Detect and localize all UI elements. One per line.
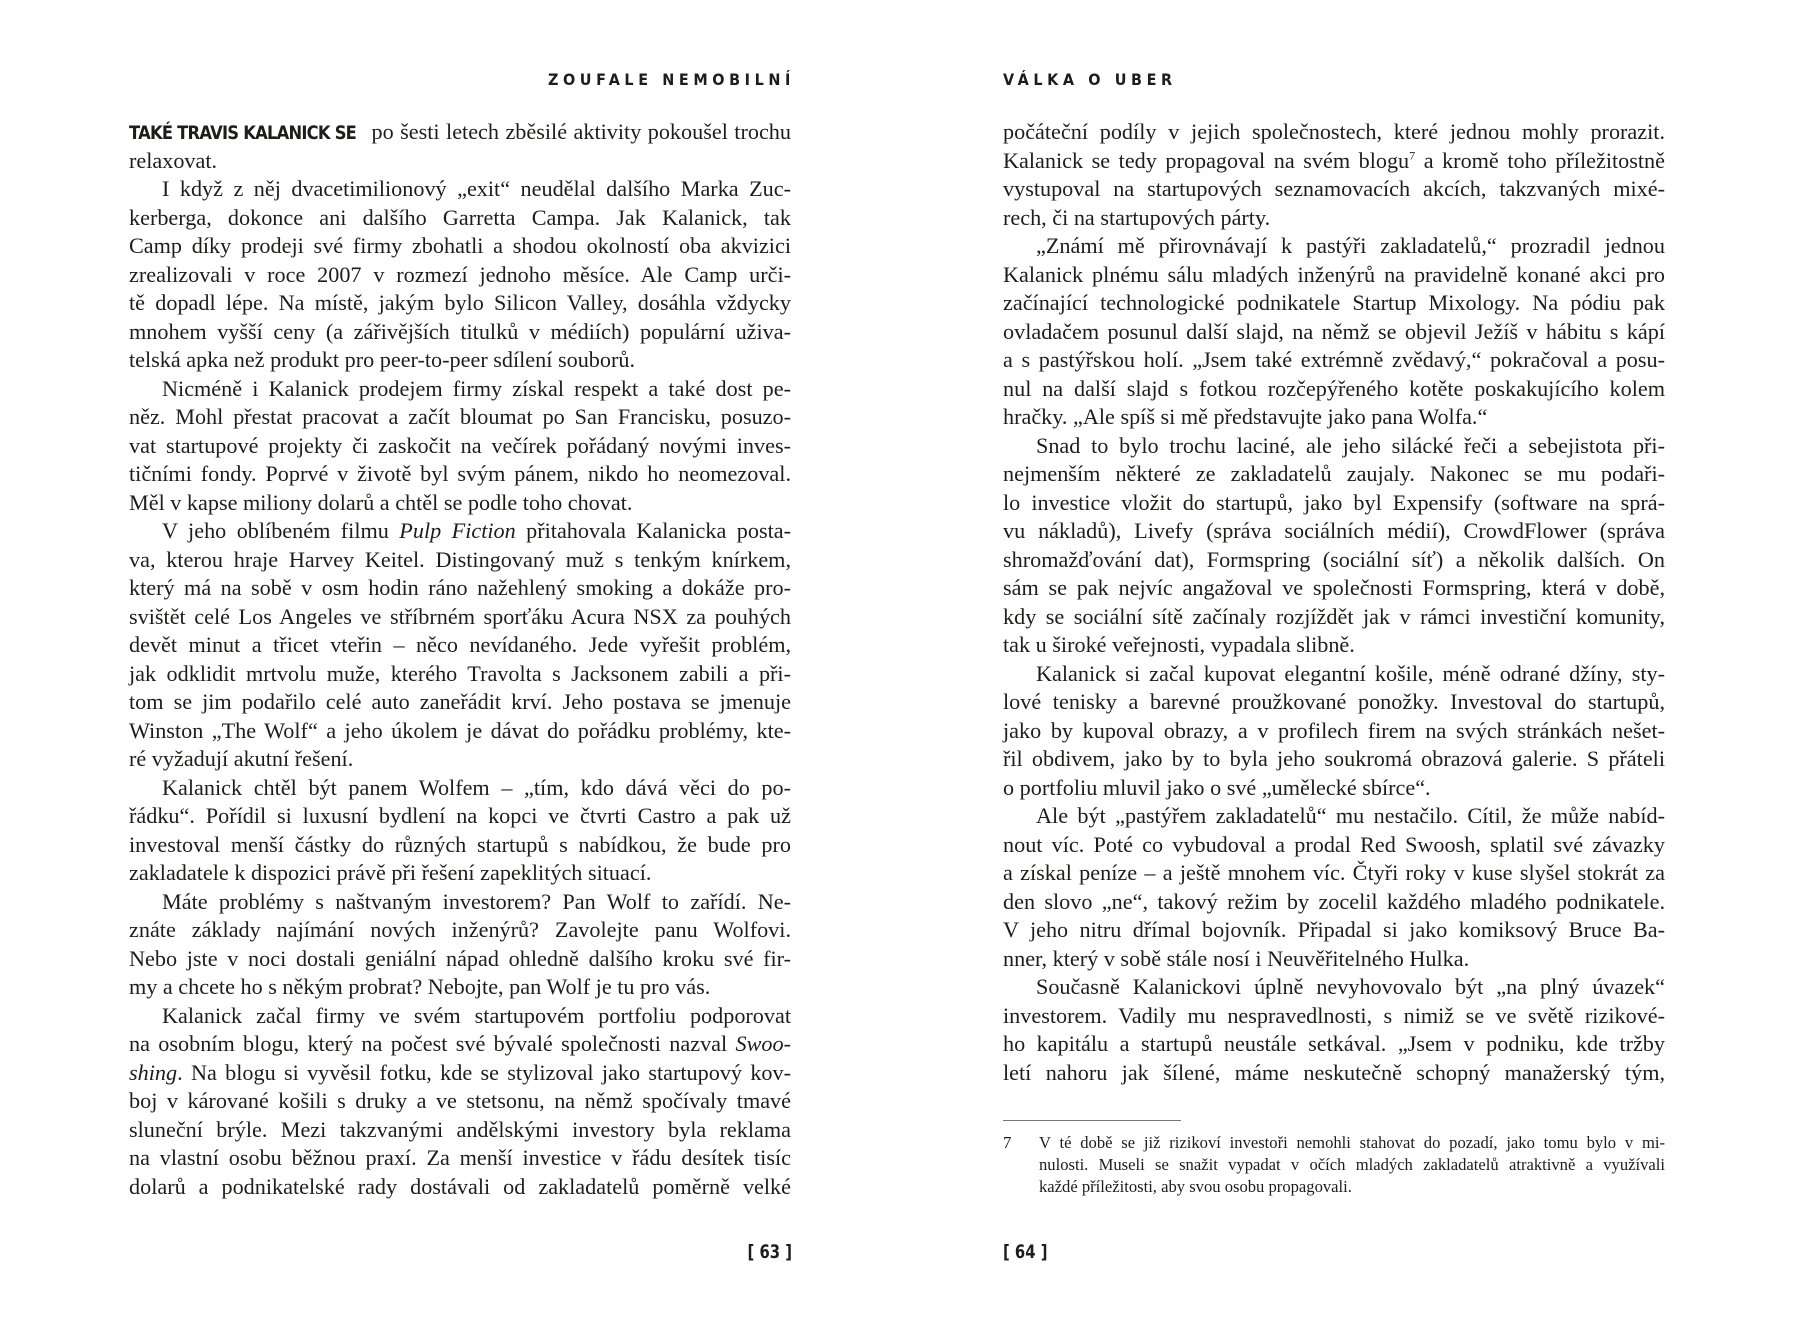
text-line: nner, který v sobě stále nosí i Neuvěřitelného Hulka. [1003, 945, 1470, 971]
text-fragment: V jeho oblíbeném filmu [162, 518, 400, 543]
text-line: letí nahoru jak šílené, máme neskutečně schopný manažerský tým, [1003, 1059, 1665, 1085]
text-line: shromažďování dat), Formspring (sociální síť) a několik dalších. On [1003, 546, 1665, 572]
text-line: nout víc. Poté co vybudoval a prodal Red Swoosh, splatil své závazky [1003, 831, 1665, 857]
running-head: ZOUFALE NEMOBILNÍ [547, 70, 795, 89]
text-line: Winston „The Wolf“ a jeho úkolem je dávat do pořádku problémy, kte- [129, 717, 791, 743]
footnote-divider [1003, 1120, 1181, 1121]
text-line: vystupoval na startupových seznamovacích akcích, takzvaných mixé- [1003, 176, 1665, 201]
text-line: V jeho nitru dřímal bojovník. Připadal si jako komiksový Bruce Ba- [1003, 917, 1665, 942]
text-line: lo investice vložit do startupů, jako byl Expensify (software na sprá- [1003, 489, 1665, 515]
text-line: ovladačem posunul další slajd, na němž se objevil Ježíš v hábitu s kápí [1003, 318, 1665, 344]
text-line: den slovo „ne“, takový režim by zocelil každého mladého podnikatele. [1003, 888, 1665, 914]
text-line: zakladatele k dispozici právě při řešení zapeklitých situací. [129, 860, 652, 885]
body-text [1003, 118, 1665, 1087]
text-line: dolarů a podnikatelské rady dostávali od zakladatelů poměrně velké [129, 1173, 791, 1199]
text-line [1003, 147, 1665, 176]
italic-blog-name: shing [129, 1059, 178, 1085]
text-line: svištět celé Los Angeles ve stříbrném sporťáku Acura NSX za pouhých [129, 603, 791, 629]
text-fragment: na osobním blogu, který na počest své bývalé společnosti nazval [129, 1031, 736, 1056]
text-line: Máte problémy s naštvaným investorem? Pan Wolf to zařídí. Ne- [162, 888, 791, 914]
text-line: ré vyžadují akutní řešení. [129, 746, 354, 771]
text-line: investorem. Vadily mu nespravedlnosti, s nimiž se ve světě rizikové- [1003, 1002, 1665, 1028]
text-line: Nicméně i Kalanick prodejem firmy získal respekt a také dost pe- [162, 375, 791, 401]
text-line: začínající technologické podnikatele Startup Mixology. Na pódiu pak [1003, 290, 1665, 315]
text-line: mnohem vyšší ceny (a zářivějších titulků v médiích) populární uživa- [129, 318, 791, 344]
text-line: kdy se sociální sítě začínaly rozjíždět jak v rámci investiční komunity, [1003, 603, 1665, 629]
footnote-reference[interactable]: 7 [1409, 148, 1416, 163]
running-head: VÁLKA O UBER [1003, 70, 1177, 89]
left-page [129, 0, 795, 1334]
text-line: va, kterou hraje Harvey Keitel. Distingovaný muž s tenkým knírkem, [129, 546, 791, 572]
text-line: Kalanick začal firmy ve svém startupovém portfoliu podporovat [162, 1002, 791, 1028]
footnote-line: každé příležitosti, aby svou osobu propagovali. [1039, 1177, 1352, 1196]
text-line: rech, či na startupových párty. [1003, 204, 1271, 230]
footnote-text [1039, 1132, 1665, 1198]
text-line: hračky. „Ale spíš si mě představujte jako pana Wolfa.“ [1003, 404, 1488, 429]
text-line: Kalanick plnému sálu mladých inženýrů na pravidelně konané akci pro [1003, 261, 1665, 287]
footnote-line: nulosti. Museli se snažit vypadat v očích mladých zakladatelů atraktivně a využívali [1039, 1155, 1665, 1174]
text-line: řil obdivem, jako by to byla jeho soukromá obrazová galerie. S přáteli [1003, 746, 1665, 771]
text-line: Kalanick chtěl být panem Wolfem – „tím, kdo dává věci do po- [162, 774, 791, 800]
text-line: počáteční podíly v jejich společnostech, které jednou mohly prorazit. [1003, 119, 1665, 144]
text-line [129, 118, 791, 147]
footnote-line: V té době se již rizikoví investoři nemohli stahovat do pozadí, jako tomu bylo v mi- [1039, 1133, 1665, 1152]
text-fragment: po šesti letech zběsilé aktivity pokoušel trochu [365, 119, 791, 144]
text-line: sluneční brýle. Mezi takzvanými andělskými investory byla reklama [129, 1116, 791, 1142]
text-line: Současně Kalanickovi úplně nevyhovovalo být „na plný úvazek“ [1036, 974, 1665, 999]
italic-blog-name: Swoo- [735, 1031, 791, 1056]
text-line: a s pastýřskou holí. „Jsem také extrémně zvědavý,“ pokračoval a posu- [1003, 347, 1665, 372]
text-line: telská apka než produkt pro peer-to-peer sdílení souborů. [129, 347, 636, 372]
text-line [129, 517, 791, 546]
text-line: řádku“. Pořídil si luxusní bydlení na kopci ve čtvrti Castro a pak už [129, 803, 791, 828]
text-line: něz. Mohl přestat pracovat a začít bloumat po San Francisku, posuzo- [129, 404, 791, 429]
body-text [129, 118, 791, 1201]
text-line: Ale být „pastýřem zakladatelů“ mu nestačilo. Cítil, že může nabíd- [1036, 803, 1665, 828]
text-line: sám se pak nejvíc angažoval ve společnosti Formspring, která v době, [1003, 575, 1665, 600]
text-line: „Známí mě přirovnávají k pastýři zakladatelů,“ prozradil jednou [1036, 233, 1665, 258]
text-line: ho kapitálu a startupů neustále setkával. „Jsem v podniku, kde tržby [1003, 1031, 1665, 1056]
text-line: a získal peníze – a ještě mnohem víc. Čtyři roky v kuse slyšel stokrát za [1003, 860, 1665, 885]
text-line: který má na sobě v osm hodin ráno nažehlený smoking a dokáže pro- [129, 575, 791, 600]
text-line: kerberga, dokonce ani dalšího Garretta Campa. Jak Kalanick, tak [129, 204, 791, 230]
text-line: devět minut a třicet vteřin – něco nevídaného. Jede vyřešit problém, [129, 632, 791, 657]
text-line: investoval menší částky do různých startupů s nabídkou, že bude pro [129, 831, 791, 857]
text-line: tě dopadl lépe. Na místě, jakým bylo Silicon Valley, dosáhla vždycky [129, 290, 791, 315]
text-line: I když z něj dvacetimilionový „exit“ neudělal dalšího Marka Zuc- [162, 176, 791, 201]
text-line [129, 1030, 791, 1059]
footnote-number: 7 [1003, 1133, 1012, 1152]
right-page [1003, 0, 1665, 1334]
page-number: [ 64 ] [1003, 1241, 1048, 1263]
text-line: o portfoliu mluvil jako o své „umělecké sbírce“. [1003, 774, 1431, 800]
text-line: znáte základy najímání nových inženýrů? Zavolejte panu Wolfovi. [129, 917, 791, 942]
text-line: jak odklidit mrtvolu muže, kterého Travolta s Jacksonem zabili a při- [129, 660, 791, 686]
page-number: [ 63 ] [747, 1241, 792, 1263]
text-fragment: . Na blogu si vyvěsil fotku, kde se stylizoval jako startupový kov- [177, 1059, 791, 1085]
text-line: Kalanick si začal kupovat elegantní košile, méně odrané džíny, sty- [1036, 660, 1665, 686]
text-fragment: přitahovala Kalanicka posta- [515, 518, 791, 543]
text-line: Měl v kapse miliony dolarů a chtěl se podle toho chovat. [129, 489, 633, 515]
text-line: jako by kupoval obrazy, a v profilech firem na svých stránkách nešet- [1003, 717, 1665, 743]
text-line: Nebo jste v noci dostali geniální nápad ohledně dalšího kroku své fir- [129, 945, 791, 971]
text-line: zrealizovali v roce 2007 v rozmezí jednoho měsíce. Ale Camp urči- [129, 261, 791, 287]
italic-title: Pulp Fiction [399, 518, 516, 543]
text-line: relaxovat. [129, 147, 218, 173]
text-line: nejmenším některé ze zakladatelů zaujaly. Nakonec se mu podaři- [1003, 461, 1665, 486]
text-line: my a chcete ho s někým probrat? Nebojte, pan Wolf je tu pro vás. [129, 974, 711, 999]
text-fragment: Kalanick se tedy propagoval na svém blogu [1003, 147, 1410, 173]
text-line: nul na další slajd s fotkou rozčepýřeného kotěte poskakujícího kolem [1003, 375, 1665, 401]
text-line: vat startupové projekty či zaskočit na večírek pořádaný novými inves- [129, 432, 791, 458]
text-line: tak u široké veřejnosti, vypadala slibně. [1003, 632, 1355, 657]
text-line: boj v kárované košili s druky a ve stetsonu, na němž spočívaly tmavé [129, 1088, 791, 1113]
text-line: vu nákladů), Livefy (správa sociálních médií), CrowdFlower (správa [1003, 518, 1665, 543]
text-line: Camp díky prodeji své firmy zbohatli a shodou okolností oba akvizici [129, 233, 791, 258]
text-line: lové tenisky a barevné proužkované ponožky. Investoval do startupů, [1003, 689, 1665, 714]
text-line: tičními fondy. Poprvé v životě byl svým pánem, nikdo ho neomezoval. [129, 461, 791, 486]
text-line: tom se jim podařilo celé auto zaneřádit krví. Jeho postava se jmenuje [129, 689, 791, 714]
lead-in: TAKÉ TRAVIS KALANICK SE [129, 122, 357, 144]
text-line: na vlastní osobu běžnou praxí. Za menší investice v řádu desítek tisíc [129, 1145, 791, 1170]
text-fragment: a kromě toho příležitostně [1415, 147, 1665, 173]
text-line [129, 1059, 791, 1088]
text-line: Snad to bylo trochu laciné, ale jeho silácké řeči a sebejistota při- [1036, 432, 1665, 458]
